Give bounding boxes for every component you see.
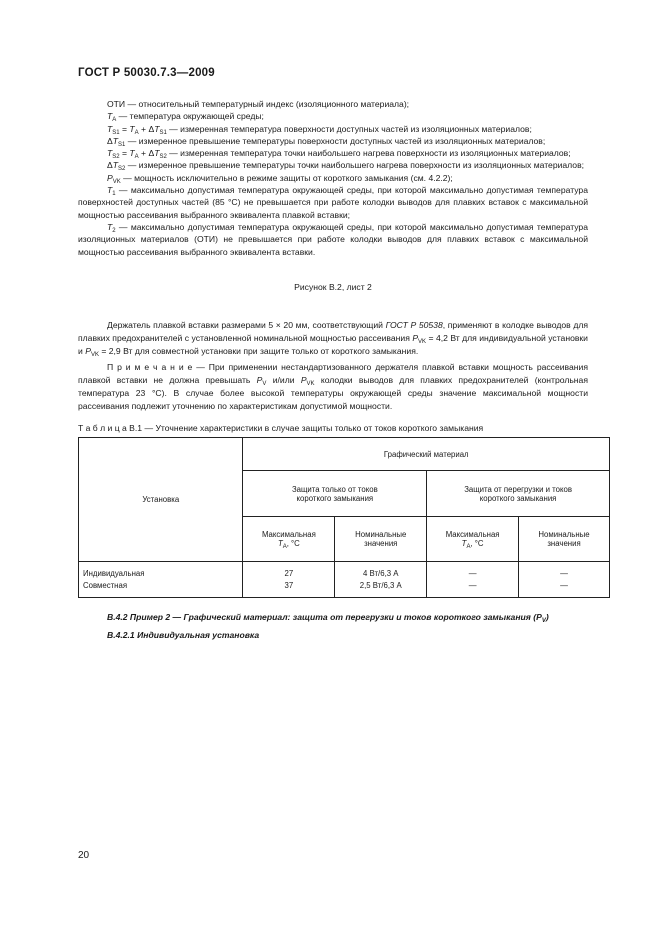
legend-ts1: $T_{S1} = T_A + \Delta T_{S1}$ — измеренная температура поверхности доступных частей из изоляционных материалов; bbox=[107, 123, 532, 136]
row-installation-names: Индивидуальная Совместная bbox=[79, 562, 243, 598]
header-group-overload: Защита от перегрузки и токов короткого замыкания bbox=[427, 471, 610, 517]
legend-oti: ОТИ — относительный температурный индекс (изоляционного материала); bbox=[107, 99, 410, 109]
page-number: 20 bbox=[78, 850, 90, 861]
header-group-short-circuit: Защита только от токов короткого замыкания bbox=[243, 471, 427, 517]
table-caption: Т а б л и ц а В.1 — Уточнение характеристики в случае защиты только от токов короткого замыкания bbox=[78, 423, 484, 433]
paragraph-note: П р и м е ч а н и е — При применении нестандартизованного держателя плавкой вставки мощность рассеивания плавкой вставки не должна превышать $P_V$ и/или $P_{VK}$ колодки выводов для плавких предохранителей (контрольная температура 23 °С). В случае более высокой температуры окружающей среды значение максимальной мощности рассеивания подлежит уточнению по характеристикам допустимой мощности. bbox=[78, 362, 588, 411]
section-heading-block bbox=[78, 610, 610, 642]
header-nominal-1: Номинальные значения bbox=[335, 517, 427, 562]
legend-ta: $T_A$ — температура окружающей среды; bbox=[107, 111, 264, 124]
legend-ts2: $T_{S2} = T_A + \Delta T_{S2}$ — измеренная температура точки наибольшего нагрева поверхности из изоляционных материалов; bbox=[107, 148, 571, 161]
subsection-heading: В.4.2.1 Индивидуальная установка bbox=[107, 630, 260, 640]
legend-t2: $T_2$ — максимально допустимая температура окружающей среды, при которой максимально допустимая температура изоляционных материалов (ОТИ) не превышается при работе колодки выводов для плавких вставок с максимальной мощностью рассеивания выбранного эквивалента вставки. bbox=[78, 221, 588, 257]
legend-dts2: $\Delta T_{S2}$ — измеренное превышение температуры точки наибольшего нагрева поверхности из изоляционных материалов; bbox=[107, 160, 585, 173]
row-nom1-values: 4 Вт/6,3 А 2,5 Вт/6,3 А bbox=[335, 562, 427, 598]
row-max2-values: — — bbox=[427, 562, 519, 598]
data-table bbox=[78, 437, 610, 598]
legend-pvk: $P_{VK}$ — мощность исключительно в режиме защиты от короткого замыкания (см. 4.2.2); bbox=[107, 172, 453, 185]
figure-caption: Рисунок В.2, лист 2 bbox=[294, 282, 372, 292]
header-nominal-2: Номинальные значения bbox=[519, 517, 610, 562]
paragraph-holder: Держатель плавкой вставки размерами 5 × 20 мм, соответствующий ГОСТ Р 50538, применяют в колодке выводов для плавких предохранителей с установленной номинальной мощностью рассеивания $P_{VK} = 4,2$ Вт для индивидуальной установки и $P_{VK} = 2,9$ Вт для совместной установки при защите только от короткого замыкания. bbox=[78, 320, 589, 358]
row-max1-values: 27 37 bbox=[243, 562, 335, 598]
legend-dts1: $\Delta T_{S1}$ — измеренное превышение температуры поверхности доступных частей из изоляционных материалов; bbox=[107, 135, 546, 148]
row-nom2-values: — — bbox=[519, 562, 610, 598]
legend-t1: $T_1$ — максимально допустимая температура окружающей среды, при которой максимально допустимая температура поверхностей доступных частей (85 °C) не превышается при работе колодки выводов для плавких вставок с максимальной мощностью рассеивания выбранного эквивалента плавкой вставки; bbox=[78, 185, 588, 220]
header-max-temp-1: Максимальная $T_A$, °C bbox=[243, 517, 335, 562]
header-installation: Установка bbox=[79, 438, 243, 562]
header-graphic: Графический материал bbox=[243, 438, 610, 471]
figure-legend bbox=[78, 98, 588, 258]
body-text bbox=[78, 319, 588, 417]
document-header: ГОСТ Р 50030.7.3—2009 bbox=[78, 67, 215, 79]
section-heading: В.4.2 Пример 2 — Графический материал: защита от перегрузки и токов короткого замыкания $(P_V)$ bbox=[107, 612, 549, 624]
header-max-temp-2: Максимальная $T_A$, °C bbox=[427, 517, 519, 562]
